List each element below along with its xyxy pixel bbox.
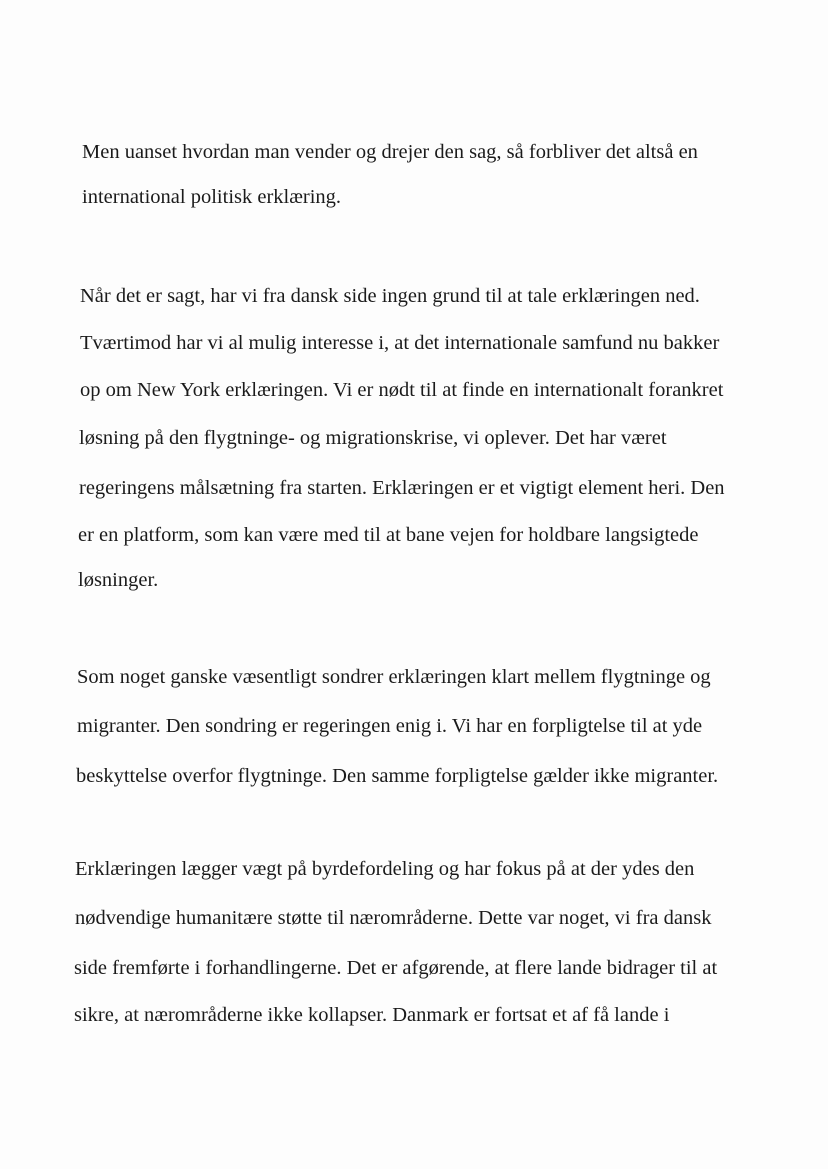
paragraph-2-line-4: løsning på den flygtninge- og migrationskrise, vi oplever. Det har været: [79, 427, 667, 449]
paragraph-2-line-7: løsninger.: [78, 569, 159, 591]
paragraph-2-line-3: op om New York erklæringen. Vi er nødt til at finde en internationalt forankret: [80, 379, 724, 401]
paragraph-4-line-4: sikre, at nærområderne ikke kollapser. Danmark er fortsat et af få lande i: [74, 1004, 670, 1026]
paragraph-2-line-6: er en platform, som kan være med til at bane vejen for holdbare langsigtede: [78, 524, 699, 546]
paragraph-3-line-3: beskyttelse overfor flygtninge. Den samme forpligtelse gælder ikke migranter.: [76, 765, 719, 787]
paragraph-1-line-2: international politisk erklæring.: [82, 186, 342, 208]
paragraph-4-line-3: side fremførte i forhandlingerne. Det er afgørende, at flere lande bidrager til at: [74, 957, 718, 979]
paragraph-2-line-2: Tværtimod har vi al mulig interesse i, at det internationale samfund nu bakker: [80, 332, 720, 354]
paragraph-3-line-2: migranter. Den sondring er regeringen enig i. Vi har en forpligtelse til at yde: [77, 715, 703, 737]
paragraph-1-line-1: Men uanset hvordan man vender og drejer den sag, så forbliver det altså en: [82, 141, 698, 163]
paragraph-4-line-1: Erklæringen lægger vægt på byrdefordeling og har fokus på at der ydes den: [75, 858, 695, 880]
paragraph-2-line-5: regeringens målsætning fra starten. Erklæringen er et vigtigt element heri. Den: [79, 477, 725, 499]
paragraph-3-line-1: Som noget ganske væsentligt sondrer erklæringen klart mellem flygtninge og: [77, 666, 711, 688]
paragraph-4-line-2: nødvendige humanitære støtte til nærområderne. Dette var noget, vi fra dansk: [75, 907, 712, 929]
paragraph-2-line-1: Når det er sagt, har vi fra dansk side ingen grund til at tale erklæringen ned.: [80, 285, 700, 307]
